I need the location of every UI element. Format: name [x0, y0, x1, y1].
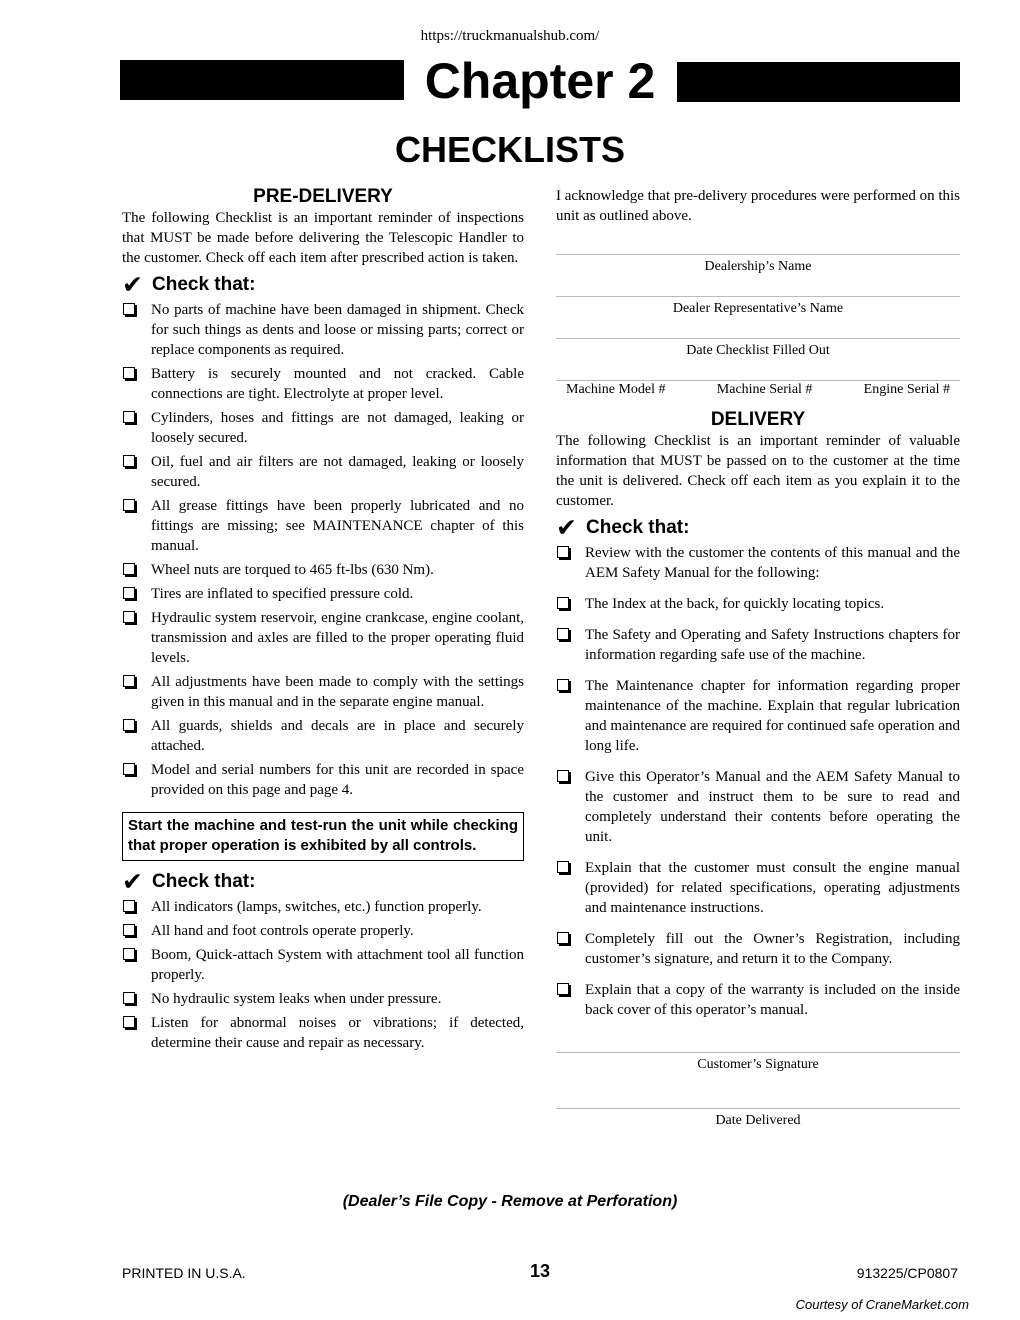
checklist-item-text: Oil, fuel and air filters are not damaged, leaking or loosely secured.: [151, 454, 524, 490]
checklist-item: [122, 560, 524, 580]
acknowledge-text: I acknowledge that pre-delivery procedures were performed on this unit as outlined above.: [556, 188, 960, 224]
checkbox-icon[interactable]: [123, 948, 135, 960]
checklist-item: [122, 672, 524, 712]
checklist-item: [122, 584, 524, 604]
chapter-bar-left: [120, 60, 404, 100]
checklist-item-text: The Safety and Operating and Safety Instructions chapters for information regarding safe use of the machine.: [585, 627, 960, 663]
chapter-bar-right: [677, 62, 960, 102]
checklist-item-text: Explain that the customer must consult the engine manual (provided) for related specifications, operating adjustments and maintenance instructions.: [585, 860, 960, 916]
pre-delivery-checklist: [122, 300, 524, 800]
checklist-item: [122, 945, 524, 985]
date-filled-field[interactable]: Date Checklist Filled Out: [556, 338, 960, 380]
checklist-item: [556, 543, 960, 583]
checklist-item-text: All hand and foot controls operate properly.: [151, 923, 414, 939]
checklist-item-text: Hydraulic system reservoir, engine crankcase, engine coolant, transmission and axles are filled to the proper operating fluid levels.: [151, 610, 524, 666]
checkbox-icon[interactable]: [123, 1016, 135, 1028]
checklist-item-text: Listen for abnormal noises or vibrations; if detected, determine their cause and repair as necessary.: [151, 1015, 524, 1051]
checklist-item: [122, 364, 524, 404]
delivery-check-that-heading: ✔ Check that:: [556, 513, 690, 542]
checklist-item: [122, 300, 524, 360]
checkmark-icon: ✔: [556, 513, 577, 542]
page-number: 13: [529, 1261, 551, 1281]
checklist-item-text: The Maintenance chapter for information regarding proper maintenance of the machine. Explain that regular lubrication and maintenance are required for continued safe operation and long life.: [585, 678, 960, 754]
operation-checklist: [122, 897, 524, 1053]
delivery-checklist: [556, 543, 960, 1020]
checklist-item-text: Completely fill out the Owner’s Registration, including customer’s signature, and return it to the Company.: [585, 931, 960, 967]
dealer-rep-field[interactable]: Dealer Representative’s Name: [556, 296, 960, 338]
checklist-item: [122, 921, 524, 941]
checklist-item: [122, 408, 524, 448]
checklist-item: [556, 858, 960, 918]
checkbox-icon[interactable]: [123, 411, 135, 423]
checkbox-icon[interactable]: [557, 546, 569, 558]
document-code: 913225/CP0807: [856, 1265, 958, 1281]
checklist-item-text: All adjustments have been made to comply with the settings given in this manual and in the separate engine manual.: [151, 674, 524, 710]
checkbox-icon[interactable]: [557, 628, 569, 640]
test-run-notice: Start the machine and test-run the unit while checking that proper operation is exhibited by all controls.: [122, 812, 524, 861]
checkbox-icon[interactable]: [123, 900, 135, 912]
checklist-item-text: Wheel nuts are torqued to 465 ft-lbs (630 Nm).: [151, 562, 434, 578]
checkmark-icon: ✔: [122, 270, 143, 299]
checklist-item: [122, 452, 524, 492]
checklist-item-text: Explain that a copy of the warranty is included on the inside back cover of this operator’s manual.: [585, 982, 960, 1018]
checkbox-icon[interactable]: [123, 367, 135, 379]
checklist-item-text: Battery is securely mounted and not cracked. Cable connections are tight. Electrolyte at proper level.: [151, 366, 524, 402]
checklist-item: [556, 625, 960, 665]
customer-signature-field[interactable]: Customer’s Signature: [556, 1052, 960, 1108]
checkbox-icon[interactable]: [123, 719, 135, 731]
checklist-item-text: No parts of machine have been damaged in shipment. Check for such things as dents and loose or missing parts; correct or replace components as required.: [151, 302, 524, 358]
pre-delivery-intro: The following Checklist is an important reminder of inspections that MUST be made before delivering the Telescopic Handler to the customer. Check off each item after prescribed action is taken.: [122, 210, 524, 266]
dealership-name-field[interactable]: Dealership’s Name: [556, 254, 960, 296]
checkbox-icon[interactable]: [557, 861, 569, 873]
checklist-item-text: All indicators (lamps, switches, etc.) function properly.: [151, 899, 482, 915]
checkbox-icon[interactable]: [123, 924, 135, 936]
checklist-item-text: Boom, Quick-attach System with attachment tool all function properly.: [151, 947, 524, 983]
acknowledge-section: [556, 186, 960, 1130]
source-url: https://truckmanualshub.com/: [420, 28, 600, 44]
checklist-item-text: Give this Operator’s Manual and the AEM Safety Manual to the customer and instruct them to be sure to read and completely understand their contents before operating the unit.: [585, 769, 960, 845]
checklist-item-text: Review with the customer the contents of this manual and the AEM Safety Manual for the following:: [585, 545, 960, 581]
checkbox-icon[interactable]: [123, 992, 135, 1004]
machine-serial-field[interactable]: Machine Serial #: [716, 382, 813, 397]
courtesy-link[interactable]: Courtesy of CraneMarket.com: [795, 1297, 969, 1312]
checklist-item: [122, 496, 524, 556]
checkbox-icon[interactable]: [123, 587, 135, 599]
checkbox-icon[interactable]: [123, 763, 135, 775]
checkbox-icon[interactable]: [123, 303, 135, 315]
pre-delivery-heading: PRE-DELIVERY: [253, 186, 393, 207]
engine-serial-field[interactable]: Engine Serial #: [863, 382, 950, 397]
checklist-item: [122, 608, 524, 668]
checklist-item: [556, 929, 960, 969]
chapter-title: Chapter 2: [424, 53, 656, 109]
checkbox-icon[interactable]: [123, 611, 135, 623]
checklist-item-text: Model and serial numbers for this unit are recorded in space provided on this page and page 4.: [151, 762, 524, 798]
checklist-item-text: All grease fittings have been properly lubricated and no fittings are missing; see MAINTENANCE chapter of this manual.: [151, 498, 524, 554]
machine-model-field[interactable]: Machine Model #: [566, 382, 666, 397]
machine-ids-row: [556, 380, 960, 409]
checklist-item-text: Tires are inflated to specified pressure cold.: [151, 586, 414, 602]
checkbox-icon[interactable]: [557, 983, 569, 995]
checklist-item-text: All guards, shields and decals are in place and securely attached.: [151, 718, 524, 754]
checkbox-icon[interactable]: [557, 932, 569, 944]
checklist-item-text: Cylinders, hoses and fittings are not damaged, leaking or loosely secured.: [151, 410, 524, 446]
checkbox-icon[interactable]: [123, 563, 135, 575]
checklist-item: [122, 760, 524, 800]
date-delivered-field[interactable]: Date Delivered: [556, 1108, 960, 1130]
delivery-intro: The following Checklist is an important reminder of valuable information that MUST be passed on to the customer at the time the unit is delivered. Check off each item as you explain it to the customer.: [556, 433, 960, 509]
checkbox-icon[interactable]: [557, 770, 569, 782]
checklist-item: [556, 767, 960, 847]
pre-delivery-section: [122, 186, 524, 1053]
checkbox-icon[interactable]: [123, 499, 135, 511]
checklist-item: [556, 594, 960, 614]
checkbox-icon[interactable]: [123, 675, 135, 687]
delivery-heading: DELIVERY: [710, 409, 806, 430]
checkbox-icon[interactable]: [557, 597, 569, 609]
checklist-item-text: The Index at the back, for quickly locating topics.: [585, 596, 885, 612]
checklist-item: [556, 980, 960, 1020]
page-title: CHECKLISTS: [394, 129, 625, 170]
checklist-item: [556, 676, 960, 756]
printed-in-usa: PRINTED IN U.S.A.: [122, 1265, 246, 1281]
checklist-item: [122, 897, 524, 917]
check-that-heading: ✔ Check that:: [122, 270, 256, 299]
checkbox-icon[interactable]: [557, 679, 569, 691]
checklist-item-text: No hydraulic system leaks when under pressure.: [151, 991, 442, 1007]
checklist-item: [122, 1013, 524, 1053]
checklist-item: [122, 989, 524, 1009]
dealer-file-copy-note: (Dealer’s File Copy - Remove at Perforation): [342, 1193, 678, 1210]
checkbox-icon[interactable]: [123, 455, 135, 467]
check-that-heading-2: ✔ Check that:: [122, 867, 256, 896]
checkmark-icon: ✔: [122, 867, 143, 896]
checklist-item: [122, 716, 524, 756]
